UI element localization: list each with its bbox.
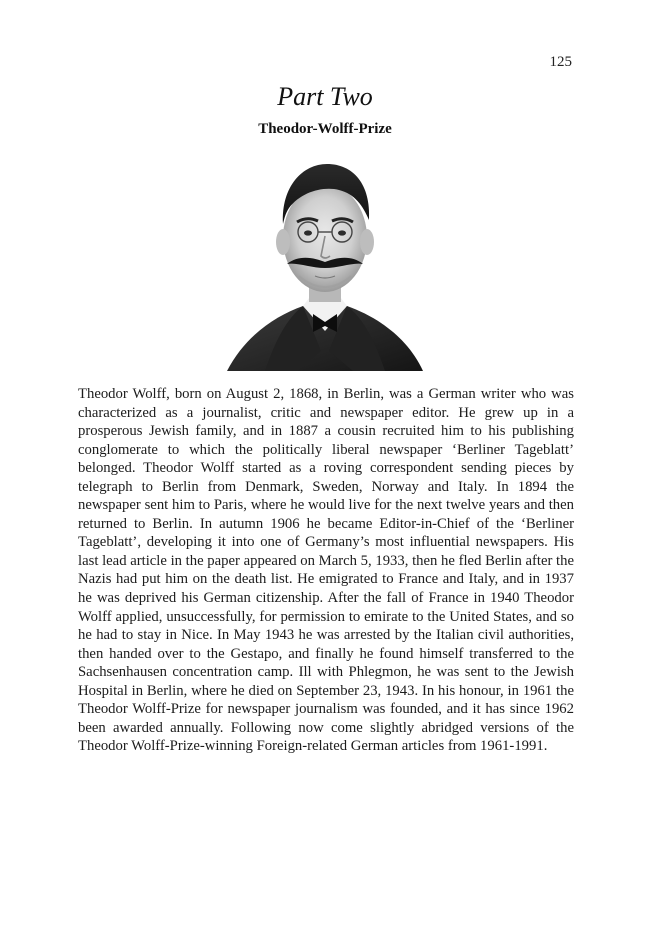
- part-title: Part Two: [277, 82, 373, 111]
- section-title: Theodor-Wolff-Prize: [258, 121, 392, 137]
- page-number: 125: [549, 54, 572, 70]
- portrait-photo: [225, 146, 425, 371]
- biography-paragraph: Theodor Wolff, born on August 2, 1868, in Berlin, was a German writer who was characterized as a journalist, critic and newspaper editor. He grew up in a prosperous Jewish family, and in 1887 a cousin recruited him to his publishing conglomerate to which the politically liberal newspaper ‘Berliner Tageblatt’ belonged. Theodor Wolff started as a roving correspondent sending pieces by telegraph to Berlin from Denmark, Sweden, Norway and Italy. In 1894 the newspaper sent him to Paris, where he would live for the next twelve years and then returned to Berlin. In autumn 1906 he became Editor-in-Chief of the ‘Berliner Tageblatt’, developing it into one of Germany’s most influential newspapers. His last lead article in the paper appeared on March 5, 1933, then he fled Berlin after the Nazis had put him on the death list. He emigrated to France and Italy, and in 1937 he was deprived his German citizenship. After the fall of France in 1940 Theodor Wolff applied, unsuccessfully, for permission to emirate to the United States, and so he had to stay in Nice. In May 1943 he was arrested by the Italian civil authorities, then handed over to the Gestapo, and finally he found himself transferred to the Sachsenhausen concentration camp. Ill with Phlegmon, he was sent to the Jewish Hospital in Berlin, where he died on September 23, 1943. In his honour, in 1961 the Theodor Wolff-Prize for newspaper journalism was founded, and it has since 1962 been awarded annually. Following now come slightly abridged versions of the Theodor Wolff-Prize-winning Foreign-related German articles from 1961-1991.: [78, 386, 574, 755]
